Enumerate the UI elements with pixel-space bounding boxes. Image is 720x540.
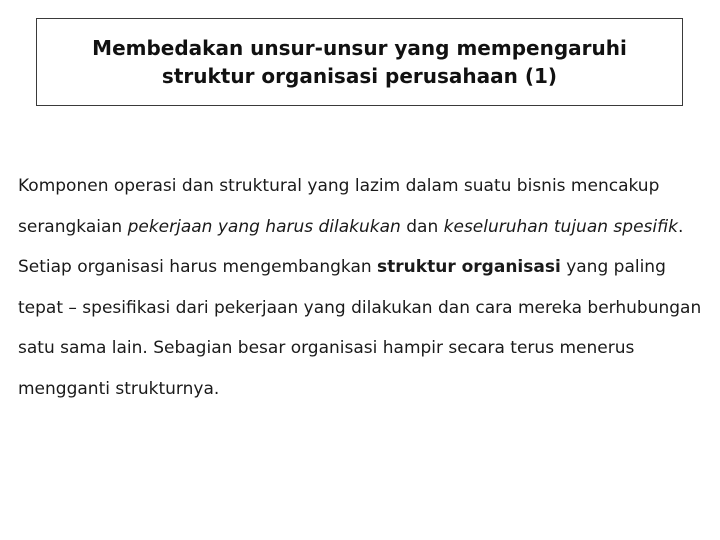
body-italic-goals: keseluruhan tujuan spesifik	[443, 216, 678, 237]
body-bold-org-structure: struktur organisasi	[377, 257, 561, 277]
body-italic-tasks: pekerjaan yang harus dilakukan	[127, 216, 401, 237]
title-box	[36, 18, 683, 106]
body-text-part-4: yang paling tepat – spesifikasi dari pekerjaan yang dilakukan dan cara mereka berhubungan satu sama lain. Sebagian besar organisasi hampir secara terus menerus mengganti strukturnya.	[18, 257, 702, 399]
body-text-part-2: dan	[400, 216, 444, 237]
slide-title: Membedakan unsur-unsur yang mempengaruhi struktur organisasi perusahaan (1)	[92, 36, 627, 88]
body-paragraph	[18, 166, 702, 409]
body-text-part-3: . Setiap organisasi harus mengembangkan	[18, 216, 684, 277]
body-text-part-1: Komponen operasi dan struktural yang lazim dalam suatu bisnis mencakup serangkaian	[18, 176, 660, 237]
